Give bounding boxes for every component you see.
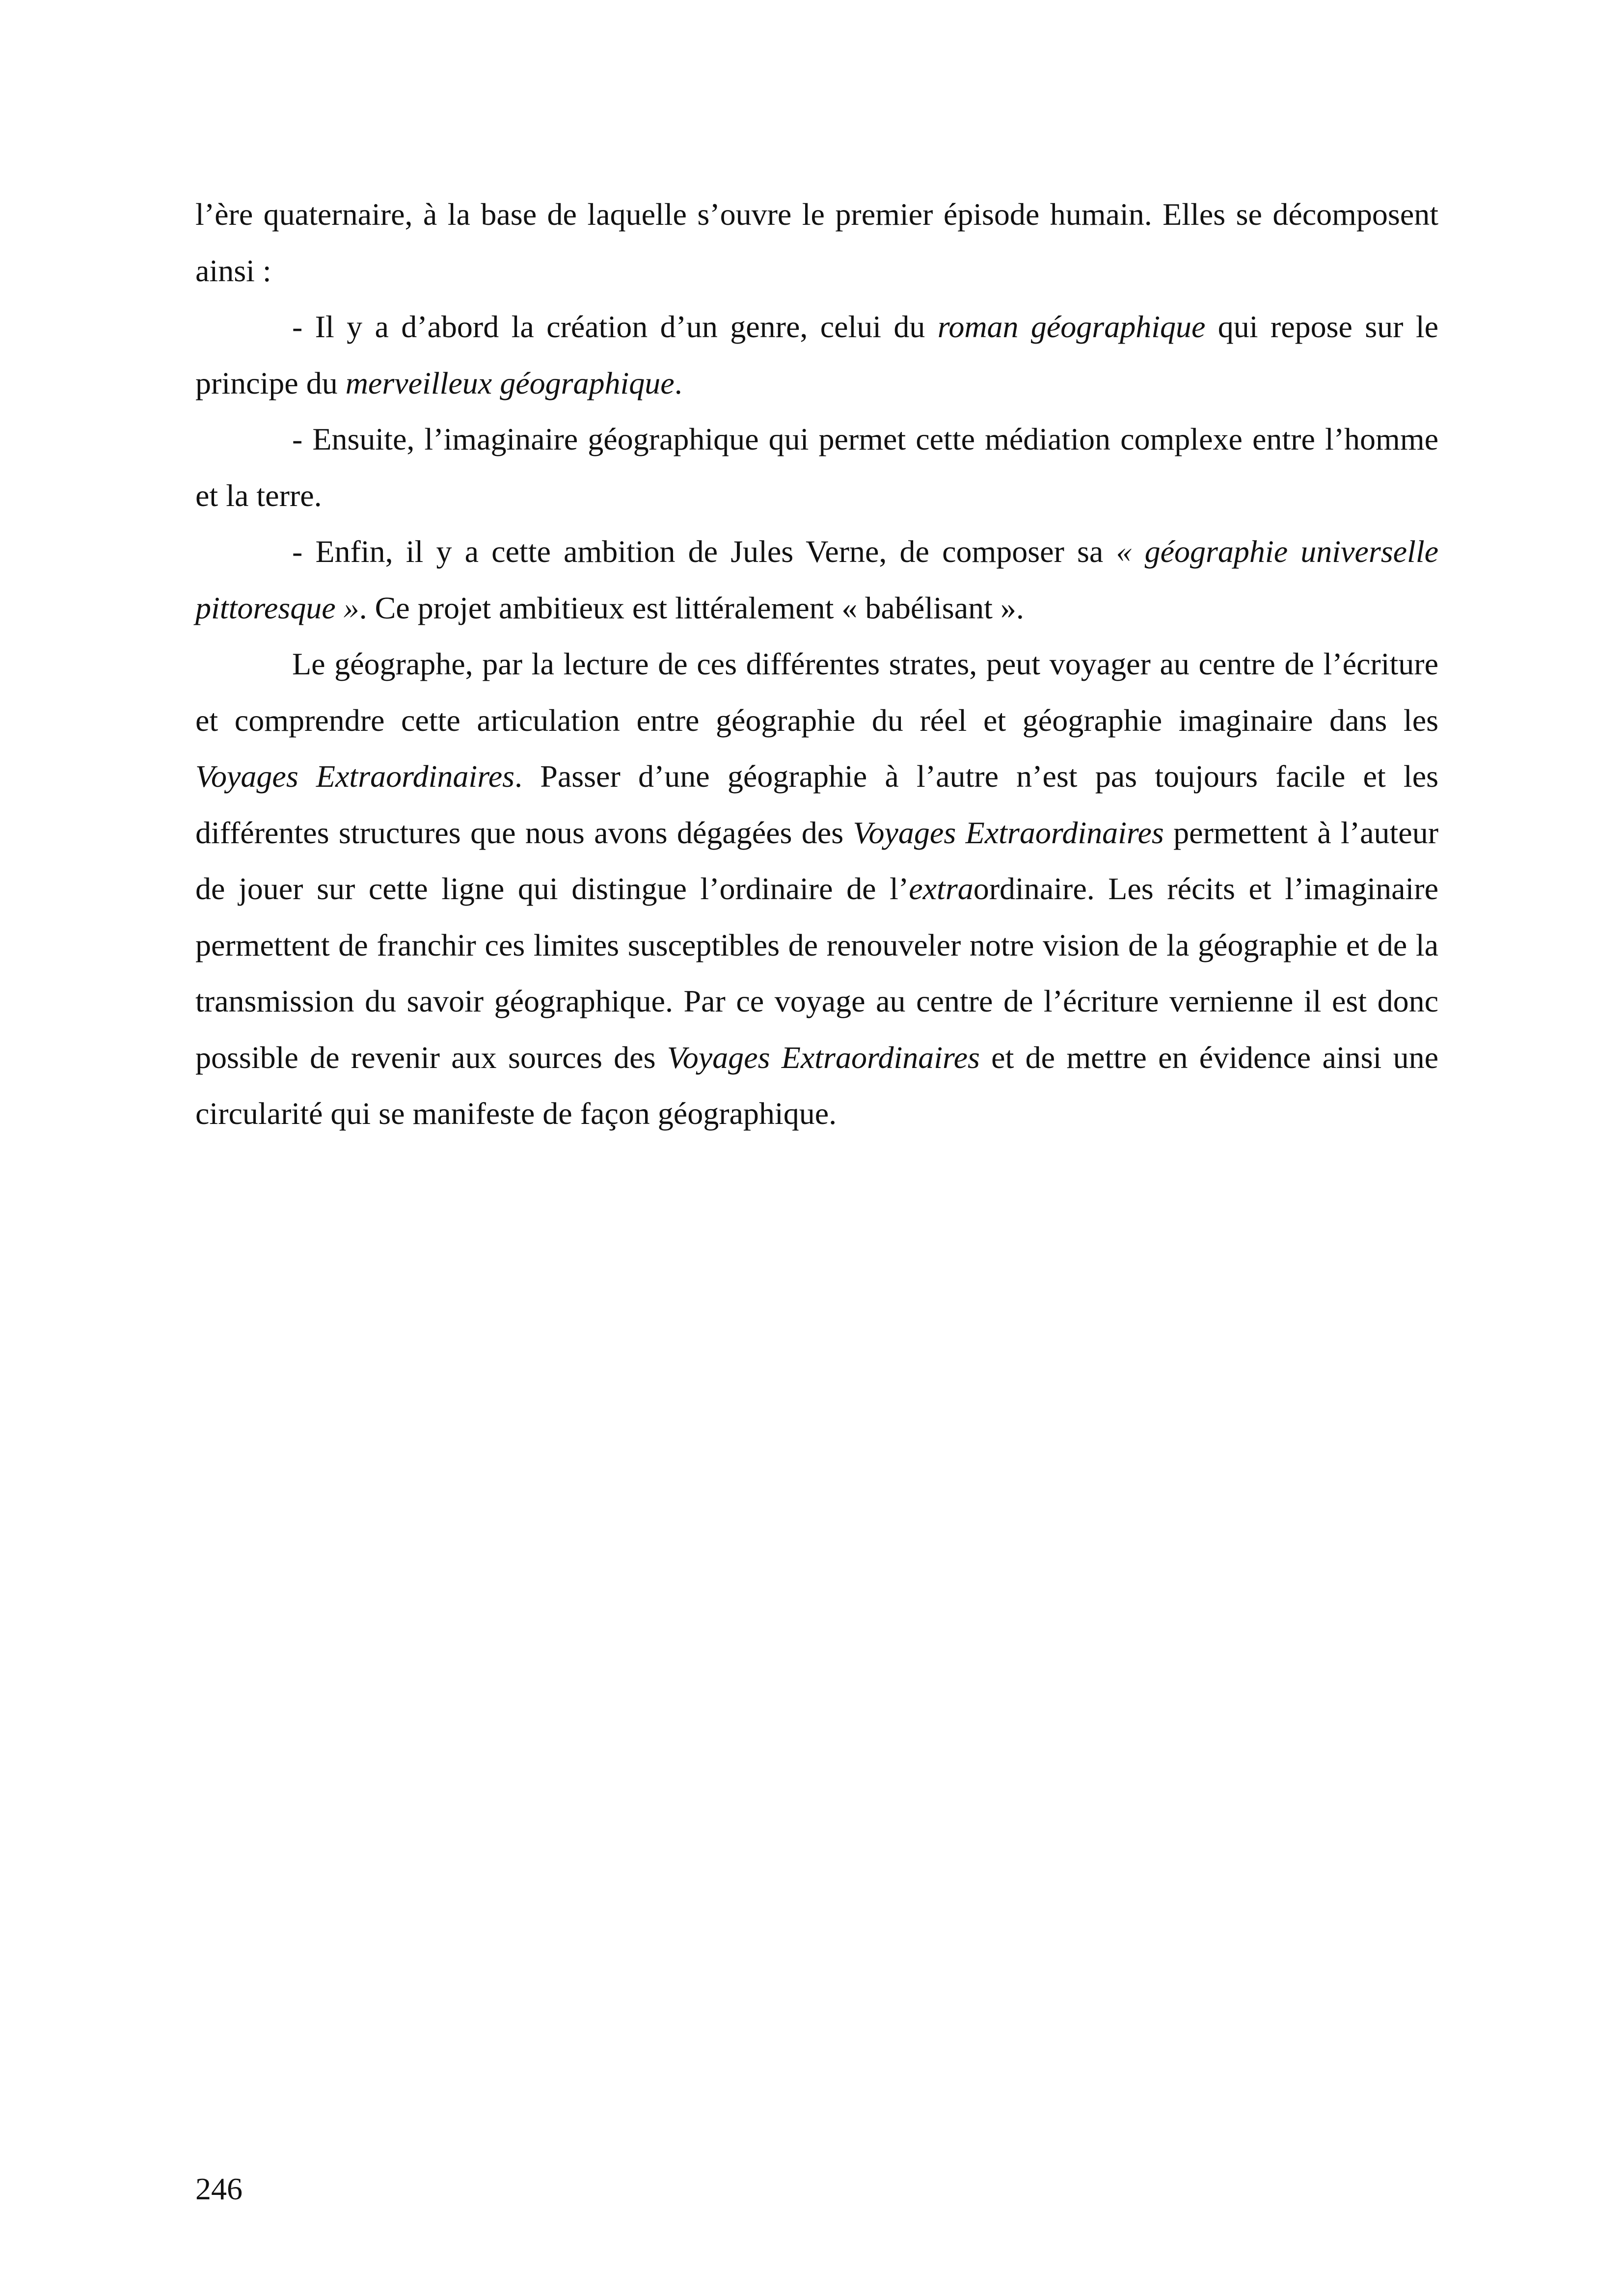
italic-text-run: merveilleux géographique [345,365,675,400]
body-text [195,187,1438,1142]
text-run: - Ensuite, l’imaginaire géographique qui permet cette médiation complexe entre l’homme et la terre. [195,422,1438,513]
paragraph-list-item-imaginaire [195,411,1438,524]
paragraph-continuation [195,187,1438,299]
text-run: - Il y a d’abord la création d’un genre, celui du [292,309,938,344]
text-run: et de mettre en évidence ainsi une circularité qui se manifeste de façon géographique. [195,1040,1438,1131]
page-number: 246 [195,2171,243,2206]
text-run: ordinaire. Les récits et l’imaginaire permettent de franchir ces limites susceptibles de renouveler notre vision de la géographie et de la transmission du savoir géographique. Par ce voyage au centre de l’écriture vernienne il est donc possible de revenir aux sources des [195,871,1439,1075]
text-run: - Enfin, il y a cette ambition de Jules Verne, de composer sa [292,534,1116,569]
italic-text-run: Voyages Extraordinaires [195,759,515,794]
italic-text-run: extra [909,871,974,906]
text-run: Le géographe, par la lecture de ces différentes strates, peut voyager au centre de l’écriture et comprendre cette articulation entre géographie du réel et géographie imaginaire dans les [195,646,1438,738]
paragraph-conclusion [195,636,1438,1142]
italic-text-run: « géographie universelle pittoresque » [195,534,1439,625]
text-run: . Passer d’une géographie à l’autre n’est pas toujours facile et les différentes structures que nous avons dégagées des [195,759,1439,850]
text-run: permettent à l’auteur de jouer sur cette ligne qui distingue l’ordinaire de l’ [195,815,1439,906]
italic-text-run: roman géographique [937,309,1206,344]
text-run: l’ère quaternaire, à la base de laquelle s’ouvre le premier épisode humain. Elles se décomposent ainsi : [195,197,1438,288]
italic-text-run: Voyages Extraordinaires [853,815,1164,850]
paragraph-list-item-ambition [195,524,1438,636]
text-run: . Ce projet ambitieux est littéralement « babélisant ». [359,590,1024,625]
paragraph-list-item-genre [195,299,1438,411]
text-run: . [674,365,682,400]
text-run: qui repose sur le principe du [195,309,1439,400]
italic-text-run: Voyages Extraordinaires [667,1040,980,1075]
